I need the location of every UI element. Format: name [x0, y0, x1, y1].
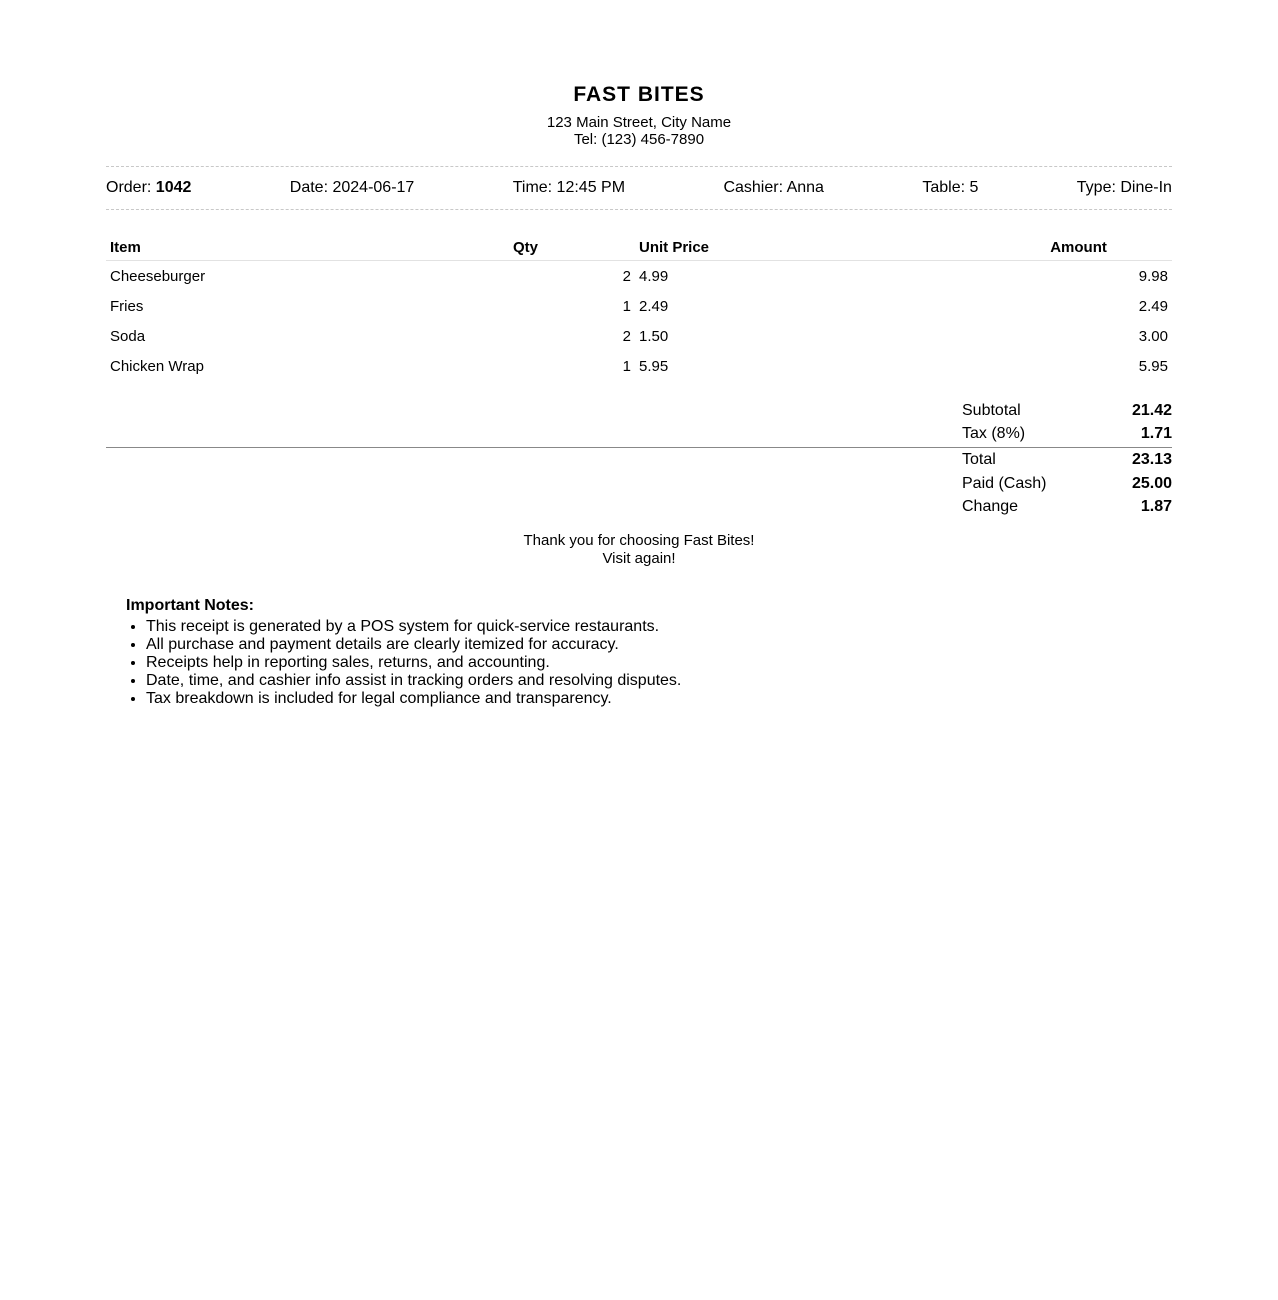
item-amount: 5.95 — [1138, 357, 1168, 375]
item-qty: 2 — [622, 327, 631, 345]
totals-section — [106, 399, 1172, 518]
item-qty: 1 — [622, 297, 631, 315]
item-amount: 9.98 — [1138, 267, 1168, 285]
item-unit-price: 4.99 — [639, 267, 669, 285]
change-row — [106, 495, 1172, 518]
item-name: Cheeseburger — [110, 267, 206, 285]
item-unit-price: 1.50 — [639, 327, 669, 345]
tax-value: 1.71 — [1140, 424, 1172, 442]
table-row — [106, 261, 1172, 292]
order-meta-bar — [106, 166, 1172, 210]
item-amount: 3.00 — [1138, 327, 1168, 345]
change-value: 1.87 — [1140, 497, 1172, 515]
subtotal-value: 21.42 — [1132, 401, 1173, 419]
item-qty: 2 — [622, 267, 631, 285]
receipt-header — [106, 82, 1172, 148]
notes-list — [126, 618, 1172, 708]
store-name: FAST BITES — [573, 83, 705, 106]
list-item: • This receipt is generated by a POS system for quick-service restaurants. — [146, 618, 1172, 636]
total-label: Total — [962, 451, 996, 468]
paid-label: Paid (Cash) — [962, 474, 1047, 492]
subtotal-label: Subtotal — [962, 401, 1021, 419]
col-header-amount: Amount — [1046, 234, 1172, 261]
order-table: Table: 5 — [922, 179, 979, 196]
table-row — [106, 321, 1172, 351]
tax-row — [106, 422, 1172, 445]
store-address: 123 Main Street, City Name — [546, 114, 732, 131]
table-row — [106, 291, 1172, 321]
paid-value: 25.00 — [1132, 474, 1173, 492]
order-label: Order: — [106, 179, 152, 196]
list-item: • All purchase and payment details are clearly itemized for accuracy. — [146, 636, 1172, 654]
item-qty: 1 — [622, 357, 631, 375]
total-value: 23.13 — [1132, 451, 1173, 468]
col-header-unit-price: Unit Price — [635, 234, 1046, 261]
table-row — [106, 351, 1172, 381]
item-name: Fries — [110, 297, 144, 315]
order-time: Time: 12:45 PM — [512, 179, 626, 196]
list-item: • Tax breakdown is included for legal compliance and transparency. — [146, 690, 1172, 708]
thanks-line: Thank you for choosing Fast Bites! — [523, 532, 755, 549]
visit-again-line: Visit again! — [602, 550, 676, 567]
thank-you-message — [106, 532, 1172, 568]
order-number — [106, 179, 191, 197]
subtotal-row — [106, 399, 1172, 422]
col-header-item: Item — [106, 234, 509, 261]
tax-label: Tax (8%) — [962, 424, 1026, 442]
item-unit-price: 5.95 — [639, 357, 669, 375]
order-date: Date: 2024-06-17 — [289, 179, 415, 196]
order-type: Type: Dine-In — [1076, 179, 1172, 196]
items-header-row — [106, 234, 1172, 261]
list-item: • Date, time, and cashier info assist in tracking orders and resolving disputes. — [146, 672, 1172, 690]
item-unit-price: 2.49 — [639, 297, 669, 315]
important-notes — [126, 596, 1172, 708]
paid-row — [106, 472, 1172, 495]
item-name: Chicken Wrap — [110, 357, 204, 375]
order-value: 1042 — [155, 179, 192, 196]
item-name: Soda — [110, 327, 146, 345]
items-table — [106, 234, 1172, 381]
list-item: • Receipts help in reporting sales, returns, and accounting. — [146, 654, 1172, 672]
store-phone: Tel: (123) 456-7890 — [573, 131, 705, 148]
order-cashier: Cashier: Anna — [723, 179, 824, 196]
total-row — [106, 447, 1172, 472]
item-amount: 2.49 — [1138, 297, 1168, 315]
col-header-qty: Qty — [509, 234, 635, 261]
change-label: Change — [962, 497, 1019, 515]
notes-title: Important Notes: — [126, 597, 254, 614]
receipt — [106, 82, 1172, 708]
